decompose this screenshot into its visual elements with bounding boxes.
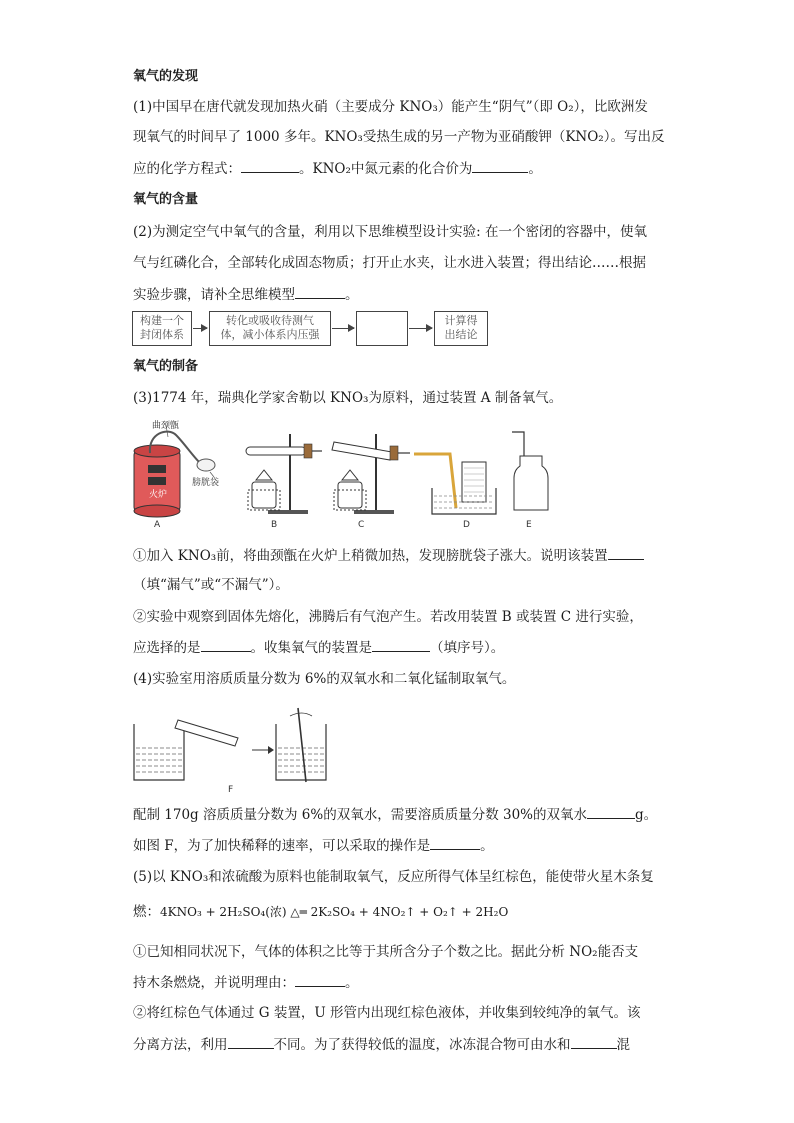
apparatus-d [410, 438, 500, 530]
iron-stand-base [354, 510, 394, 514]
q4-line1-text-b: g。 [635, 807, 658, 823]
q5-freezing-mixture-blank[interactable] [571, 1034, 617, 1049]
q2-line3-text-b: 。 [345, 287, 359, 303]
label-b: B [271, 520, 278, 530]
q2-line2: 气与红磷化合，全部转化成固态物质；打开止水夹，让水进入装置；得出结论……根据 [133, 255, 646, 271]
q3-sub1-line1 [133, 545, 644, 566]
q4-operation-blank[interactable] [430, 835, 480, 850]
q1-line3-text-c: 。 [528, 161, 542, 177]
alcohol-lamp-flame [256, 470, 272, 480]
q3-sub2-text-b: 。收集氧气的装置是 [250, 640, 372, 656]
q3-sub1-text: ①加入 KNO₃前，将曲颈甑在火炉上稍微加热，发现膀胱袋子涨大。说明该装置 [133, 548, 608, 564]
q1-valence-blank[interactable] [472, 158, 528, 173]
label-c: C [358, 520, 365, 530]
label-f: F [228, 785, 234, 795]
q5-sub2-text-c: 混 [616, 1037, 630, 1053]
q2-line3 [133, 284, 359, 305]
reaction-equation: 4KNO₃ + 2H₂SO₄(浓) △═ 2K₂SO₄ + 4NO₂↑ + O₂↑ + 2H₂O [160, 905, 509, 919]
q5-sub2-text-b: 不同。为了获得较低的温度，冰冻混合物可由水和 [273, 1037, 571, 1053]
gas-bottle-upward-figure [506, 430, 558, 530]
label-furnace: 火炉 [149, 490, 168, 500]
q4-line2-text-b: 。 [480, 838, 494, 854]
q4-line2-text-a: 如图 F，为了加快稀释的速率，可以采取的操作是 [133, 838, 431, 854]
q3-heating-apparatus-blank[interactable] [201, 637, 251, 652]
q5-sub1-line2 [133, 972, 359, 993]
apparatus-f [130, 700, 330, 796]
q4-intro: (4)实验室用溶质质量分数为 6%的双氧水和二氧化锰制取氧气。 [133, 671, 516, 687]
q5-line2-text: 燃： [133, 904, 160, 920]
q3-sub2-text-c: （填序号）。 [430, 640, 505, 656]
flow-arrow-1 [193, 328, 207, 329]
q3-leak-blank[interactable] [608, 545, 644, 560]
test-tube [246, 447, 306, 455]
test-tube [332, 442, 392, 460]
q4-line1-text-a: 配制 170g 溶质质量分数为 6%的双氧水，需要溶质质量分数 30%的双氧水 [133, 807, 587, 823]
q5-sub1-line1: ①已知相同状况下，气体的体积之比等于其所含分子个数之比。据此分析 NO₂能否支 [133, 944, 639, 960]
glass-rod [298, 708, 306, 782]
q1-line3 [133, 158, 542, 179]
furnace-retort-figure [128, 415, 228, 530]
apparatus-a [128, 415, 228, 530]
q5-sub1-text-a: 持木条燃烧，并说明理由： [133, 975, 295, 991]
section-heading-content: 氧气的含量 [133, 192, 199, 207]
furnace-vent [148, 465, 166, 473]
q4-mass-blank[interactable] [587, 804, 635, 819]
alcohol-lamp [252, 482, 276, 508]
flow-box-reduce-pressure: 转化或吸收待测气 体，减小体系内压强 [209, 311, 331, 346]
beaker-2-liquid [278, 748, 324, 772]
furnace-bottom [134, 505, 180, 517]
q1-equation-blank[interactable] [241, 158, 299, 173]
q5-line2 [133, 902, 508, 922]
label-retort: 曲颈甑 [152, 421, 180, 431]
section-heading-preparation: 氧气的制备 [133, 359, 199, 374]
beaker-1 [134, 724, 184, 780]
furnace-vent [148, 477, 166, 485]
q1-line3-text-a: 应的化学方程式： [133, 161, 241, 177]
test-tube-horizontal-figure [238, 432, 324, 530]
flow-box-empty[interactable] [356, 311, 408, 346]
q3-intro: (3)1774 年，瑞典化学家舍勒以 KNO₃为原料，通过装置 A 制备氧气。 [133, 390, 563, 406]
q5-sub2-text-a: 分离方法，利用 [133, 1037, 228, 1053]
q1-line2: 现氧气的时间早了 1000 多年。KNO₃受热生成的另一产物为亚硝酸钾（KNO₂）。写出反 [133, 129, 665, 145]
q1-line3-text-b: 。KNO₂中氮元素的化合价为 [299, 161, 473, 177]
label-e: E [526, 520, 532, 530]
flow-box-calculate-conclusion: 计算得 出结论 [434, 311, 488, 346]
beaker-1-liquid [136, 748, 182, 772]
apparatus-b [238, 432, 324, 530]
q4-line2 [133, 835, 494, 856]
test-tube-tilted-figure [322, 432, 412, 530]
q2-line3-text-a: 实验步骤，请补全思维模型 [133, 287, 295, 303]
q3-collecting-apparatus-blank[interactable] [372, 637, 430, 652]
q5-sub1-text-b: 。 [345, 975, 359, 991]
apparatus-e [506, 430, 558, 530]
label-d: D [463, 520, 470, 530]
q2-model-blank[interactable] [295, 284, 345, 299]
water-trough-figure [410, 438, 500, 530]
q5-line1: (5)以 KNO₃和浓硫酸为原料也能制取氧气，反应所得气体呈红棕色，能使带火星木条复 [133, 869, 654, 885]
stopper [390, 446, 398, 460]
label-bladder: 膀胱袋 [192, 478, 220, 488]
stopper [304, 444, 312, 458]
q4-line1 [133, 804, 657, 825]
flow-arrow-3 [409, 328, 432, 329]
q3-sub1-line2: （填“漏气”或“不漏气”）。 [133, 577, 289, 593]
furnace-top [134, 445, 180, 457]
q5-reason-blank[interactable] [295, 972, 345, 987]
section-heading-discovery: 氧气的发现 [133, 69, 199, 84]
q1-line1: (1)中国早在唐代就发现加热火硝（主要成分 KNO₃）能产生“阴气”（即 O₂），比欧洲发 [133, 99, 648, 115]
dilution-figure [130, 700, 330, 796]
gas-collecting-bottle [514, 456, 548, 510]
bladder-bag [197, 459, 215, 471]
flow-box-build-closed-system: 构建一个 封闭体系 [132, 311, 192, 346]
q5-sub2-line1: ②将红棕色气体通过 G 装置，U 形管内出现红棕色液体，并收集到较纯净的氧气。该 [133, 1005, 641, 1021]
delivery-tube [414, 454, 456, 508]
q2-line1: (2)为测定空气中氧气的含量，利用以下思维模型设计实验: 在一个密闭的容器中，使氧 [133, 224, 647, 240]
q3-sub2-line2 [133, 637, 504, 658]
alcohol-lamp-flame [342, 470, 358, 480]
label-a: A [154, 520, 161, 530]
alcohol-lamp [338, 482, 362, 508]
flow-arrow-2 [332, 328, 354, 329]
q3-sub2-text-a: 应选择的是 [133, 640, 201, 656]
q3-sub2-line1: ②实验中观察到固体先熔化，沸腾后有气泡产生。若改用装置 B 或装置 C 进行实验， [133, 609, 643, 625]
stirring-motion [290, 713, 312, 716]
q5-sub2-line2 [133, 1034, 630, 1055]
apparatus-c [322, 432, 412, 530]
iron-stand-base [268, 510, 308, 514]
arrow-head [268, 746, 274, 754]
q5-separation-blank[interactable] [228, 1034, 274, 1049]
